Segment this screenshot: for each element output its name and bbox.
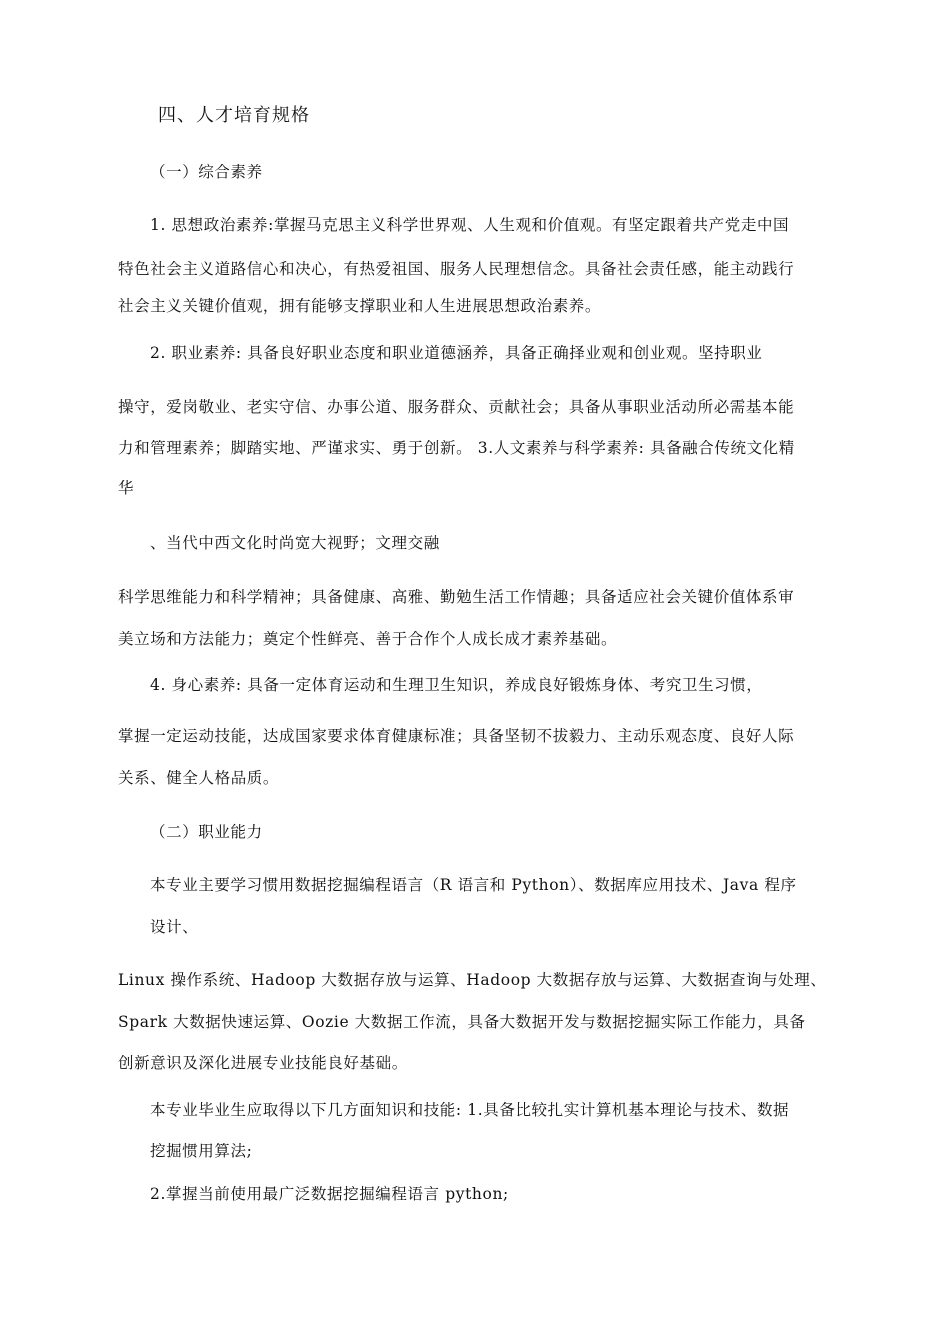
text-line: 1. 思想政治素养:掌握马克思主义科学世界观、人生观和价值观。有坚定跟着共产党走中国 (150, 216, 790, 234)
text-line: 操守，爱岗敬业、老实守信、办事公道、服务群众、贡献社会；具备从事职业活动所必需基本能 (118, 398, 795, 416)
section-heading: 四、人才培育规格 (158, 105, 310, 126)
subsection-title-comprehensive: （一）综合素养 (150, 163, 263, 181)
text-line: 掌握一定运动技能，达成国家要求体育健康标准；具备坚韧不拔毅力、主动乐观态度、良好人际 (118, 727, 795, 745)
text-line: 科学思维能力和科学精神；具备健康、高雅、勤勉生活工作情趣；具备适应社会关键价值体系审 (118, 588, 795, 606)
text-line: 2.掌握当前使用最广泛数据挖掘编程语言 python; (150, 1185, 509, 1203)
subsection-title-vocational: （二）职业能力 (150, 823, 263, 841)
text-line: 设计、 (150, 918, 199, 936)
text-line: 特色社会主义道路信心和决心，有热爱祖国、服务人民理想信念。具备社会责任感，能主动践行 (118, 260, 795, 278)
text-line: 美立场和方法能力；奠定个性鲜亮、善于合作个人成长成才素养基础。 (118, 630, 618, 648)
text-line: Linux 操作系统、Hadoop 大数据存放与运算、Hadoop 大数据存放与运算、大数据查询与处理、 (118, 971, 827, 989)
text-line: 华 (118, 479, 135, 497)
text-line: 创新意识及深化进展专业技能良好基础。 (118, 1054, 408, 1072)
text-line: 力和管理素养；脚踏实地、严谨求实、勇于创新。 3.人文素养与科学素养: 具备融合传统文化精 (118, 439, 795, 457)
text-line: 本专业主要学习惯用数据挖掘编程语言（R 语言和 Python）、数据库应用技术、Java 程序 (150, 876, 797, 894)
text-line: 社会主义关键价值观，拥有能够支撑职业和人生进展思想政治素养。 (118, 297, 602, 315)
text-line: 4. 身心素养: 具备一定体育运动和生理卫生知识，养成良好锻炼身体、考究卫生习惯， (150, 676, 763, 694)
text-line: 挖掘惯用算法; (150, 1142, 253, 1160)
text-line: 、当代中西文化时尚宽大视野；文理交融 (150, 534, 440, 552)
text-line: Spark 大数据快速运算、Oozie 大数据工作流，具备大数据开发与数据挖掘实际工作能力，具备 (118, 1013, 806, 1031)
text-line: 关系、健全人格品质。 (118, 769, 280, 787)
text-line: 本专业毕业生应取得以下几方面知识和技能: 1.具备比较扎实计算机基本理论与技术、数据 (150, 1101, 790, 1119)
text-line: 2. 职业素养: 具备良好职业态度和职业道德涵养，具备正确择业观和创业观。坚持职业 (150, 344, 763, 362)
